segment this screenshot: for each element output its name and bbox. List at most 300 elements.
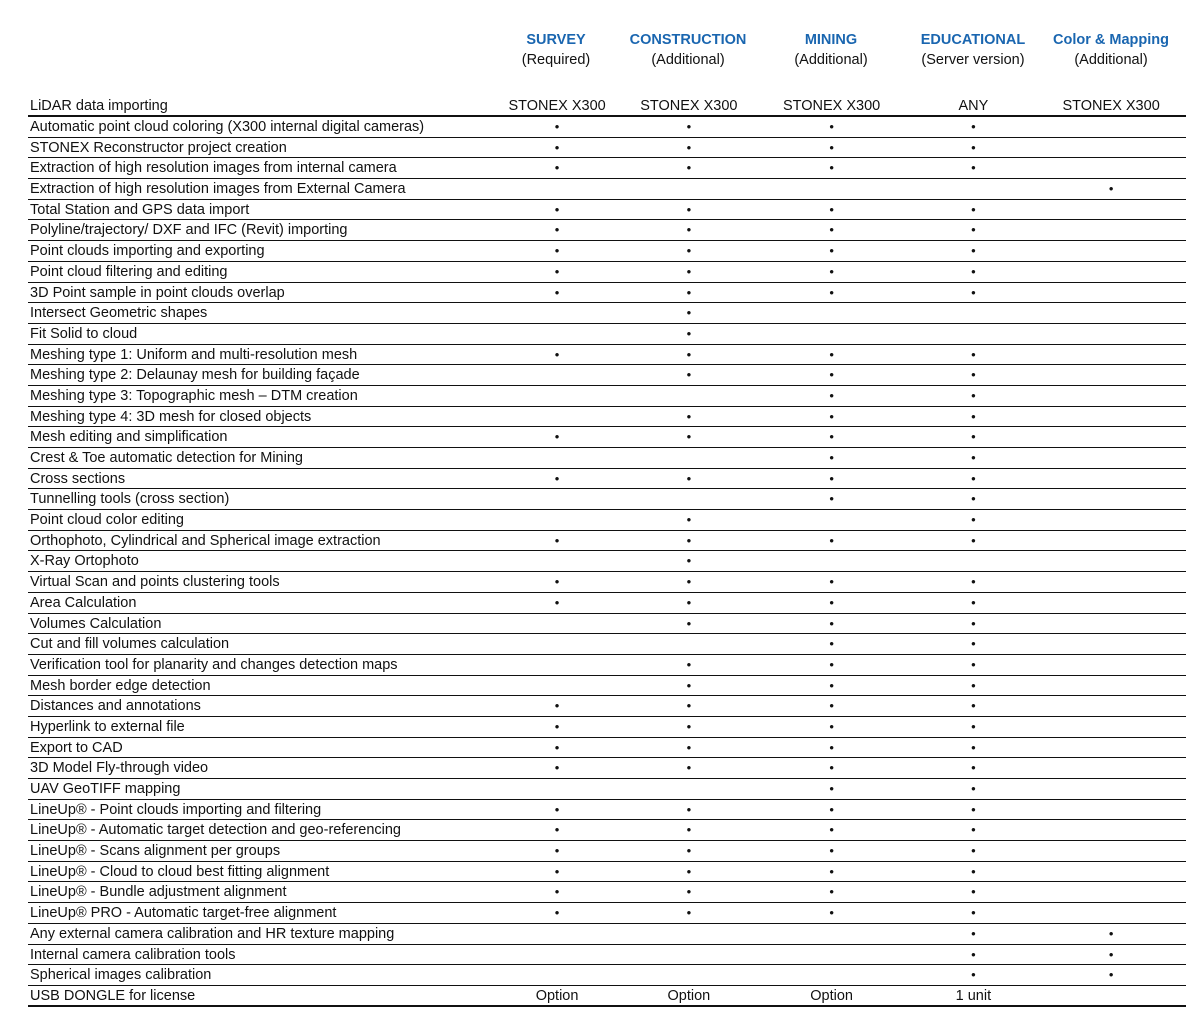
empty-cell: [489, 303, 625, 323]
empty-cell: [753, 303, 911, 323]
bullet-mark: •: [971, 843, 976, 859]
empty-cell: [1036, 489, 1186, 509]
bullet-mark: •: [829, 243, 834, 259]
empty-cell: [1036, 220, 1186, 240]
empty-cell: [489, 614, 625, 634]
bullet-mark: •: [971, 698, 976, 714]
table-header: [28, 30, 1186, 96]
row-label: Mesh editing and simplification: [30, 429, 228, 446]
bullet-mark: •: [971, 574, 976, 590]
bullet-mark: •: [686, 512, 692, 528]
table-row: [28, 820, 1186, 841]
bullet-mark: •: [686, 470, 692, 486]
empty-cell: [1036, 386, 1186, 406]
bullet-mark: •: [686, 656, 692, 672]
bullet-mark: •: [554, 822, 560, 838]
table-row: [28, 800, 1186, 821]
empty-cell: [1036, 634, 1186, 654]
empty-cell: [489, 676, 625, 696]
bullet-mark: •: [971, 863, 976, 879]
bullet-mark: •: [971, 387, 976, 403]
cell-value: Option: [810, 987, 853, 1004]
empty-cell: [489, 924, 625, 944]
empty-cell: [1036, 862, 1186, 882]
feature-rows: [28, 117, 1186, 986]
bullet-mark: •: [971, 201, 976, 217]
cell-value: STONEX X300: [782, 98, 881, 114]
table-row: [28, 179, 1186, 200]
bullet-mark: •: [686, 843, 692, 859]
table-row: [28, 965, 1186, 986]
bullet-mark: •: [686, 698, 692, 714]
bullet-mark: •: [829, 139, 834, 155]
bullet-mark: •: [829, 367, 834, 383]
bullet-mark: •: [971, 946, 976, 962]
empty-cell: [489, 365, 625, 385]
table-row: [28, 696, 1186, 717]
bullet-mark: •: [686, 884, 692, 900]
table-row: [28, 717, 1186, 738]
row-label: Extraction of high resolution images from internal camera: [30, 160, 397, 177]
bullet-mark: •: [971, 263, 976, 279]
bullet-mark: •: [554, 429, 560, 445]
bullet-mark: •: [829, 884, 834, 900]
row-label: Volumes Calculation: [30, 615, 162, 632]
empty-cell: [625, 448, 753, 468]
column-header-construction: CONSTRUCTION (Additional): [629, 32, 747, 68]
bullet-mark: •: [971, 801, 976, 817]
cell-value: STONEX X300: [1062, 98, 1160, 114]
table-row: [28, 448, 1186, 469]
empty-cell: [753, 924, 911, 944]
bullet-mark: •: [686, 367, 692, 383]
row-label: Orthophoto, Cylindrical and Spherical image extraction: [30, 532, 381, 549]
empty-cell: [1036, 696, 1186, 716]
bullet-mark: •: [554, 532, 560, 548]
empty-cell: [910, 303, 1036, 323]
empty-cell: [1036, 841, 1186, 861]
empty-cell: [1036, 531, 1186, 551]
bullet-mark: •: [554, 905, 560, 921]
bullet-mark: •: [686, 346, 692, 362]
bullet-mark: •: [829, 594, 834, 610]
table-row: [28, 262, 1186, 283]
row-label: LineUp® - Cloud to cloud best fitting alignment: [30, 863, 330, 880]
empty-cell: [753, 179, 911, 199]
bullet-mark: •: [829, 387, 834, 403]
empty-cell: [1036, 345, 1186, 365]
bullet-mark: •: [829, 222, 834, 238]
bullet-mark: •: [554, 574, 560, 590]
bullet-mark: •: [686, 863, 692, 879]
empty-cell: [1036, 324, 1186, 344]
bullet-mark: •: [554, 718, 560, 734]
column-header-mining: MINING (Additional): [794, 32, 868, 68]
table-row: [28, 158, 1186, 179]
bullet-mark: •: [554, 594, 560, 610]
row-label: Area Calculation: [30, 594, 137, 611]
row-label: Internal camera calibration tools: [30, 946, 236, 963]
empty-cell: [753, 945, 911, 965]
bullet-mark: •: [971, 222, 976, 238]
bullet-mark: •: [686, 801, 692, 817]
bullet-mark: •: [686, 532, 692, 548]
table-row: [28, 882, 1186, 903]
bullet-mark: •: [971, 346, 976, 362]
table-row: [28, 427, 1186, 448]
empty-cell: [489, 407, 625, 427]
row-label: Extraction of high resolution images from External Camera: [30, 181, 406, 198]
table-row: [28, 386, 1186, 407]
bullet-mark: •: [686, 119, 692, 134]
row-label: Point cloud filtering and editing: [30, 263, 228, 280]
empty-cell: [753, 551, 911, 571]
cell-value: [1036, 986, 1186, 1005]
bullet-mark: •: [971, 884, 976, 900]
row-label: LineUp® - Scans alignment per groups: [30, 843, 281, 860]
empty-cell: [910, 179, 1036, 199]
bullet-mark: •: [686, 615, 692, 631]
bullet-mark: •: [686, 594, 692, 610]
bullet-mark: •: [554, 222, 560, 238]
empty-cell: [489, 655, 625, 675]
bullet-mark: •: [829, 532, 834, 548]
table-row: [28, 614, 1186, 635]
cell-value: STONEX X300: [508, 98, 606, 114]
bullet-mark: •: [971, 760, 976, 776]
bullet-mark: •: [971, 594, 976, 610]
empty-cell: [1036, 200, 1186, 220]
bullet-mark: •: [554, 739, 560, 755]
row-label: 3D Point sample in point clouds overlap: [30, 284, 285, 301]
bullet-mark: •: [1108, 925, 1114, 941]
empty-cell: [489, 551, 625, 571]
empty-cell: [1036, 407, 1186, 427]
bullet-mark: •: [686, 760, 692, 776]
bullet-mark: •: [686, 429, 692, 445]
bullet-mark: •: [829, 863, 834, 879]
table-row: [28, 220, 1186, 241]
empty-cell: [625, 386, 753, 406]
table-row: [28, 572, 1186, 593]
bullet-mark: •: [686, 201, 692, 217]
row-label: Polyline/trajectory/ DXF and IFC (Revit) importing: [30, 222, 348, 239]
bullet-mark: •: [686, 325, 692, 341]
bullet-mark: •: [829, 119, 834, 134]
row-label: Spherical images calibration: [30, 967, 212, 984]
row-label: LineUp® - Point clouds importing and filtering: [30, 801, 322, 818]
empty-cell: [910, 551, 1036, 571]
column-header-educational: EDUCATIONAL (Server version): [920, 32, 1026, 68]
bullet-mark: •: [829, 636, 834, 652]
bullet-mark: •: [686, 284, 692, 300]
empty-cell: [625, 965, 753, 985]
cell-value: Option: [667, 987, 711, 1004]
empty-cell: [1036, 758, 1186, 778]
bullet-mark: •: [971, 119, 976, 134]
empty-cell: [1036, 717, 1186, 737]
empty-cell: [489, 945, 625, 965]
row-label: Meshing type 3: Topographic mesh – DTM creation: [30, 387, 358, 404]
bullet-mark: •: [971, 160, 976, 176]
empty-cell: [1036, 365, 1186, 385]
row-label: Cross sections: [30, 470, 126, 487]
row-label: Verification tool for planarity and changes detection maps: [30, 656, 398, 673]
bullet-mark: •: [971, 925, 976, 941]
table-row: [28, 489, 1186, 510]
bullet-mark: •: [686, 553, 692, 569]
table-row: [28, 324, 1186, 345]
bullet-mark: •: [686, 222, 692, 238]
empty-cell: [1036, 882, 1186, 902]
empty-cell: [1036, 262, 1186, 282]
bullet-mark: •: [829, 905, 834, 921]
row-label: LiDAR data importing: [30, 98, 168, 114]
bullet-mark: •: [971, 470, 976, 486]
column-header-survey: SURVEY (Required): [521, 32, 591, 68]
bullet-mark: •: [971, 656, 976, 672]
bullet-mark: •: [971, 532, 976, 548]
row-label: Hyperlink to external file: [30, 718, 185, 735]
table-row: [28, 758, 1186, 779]
table-row: [28, 945, 1186, 966]
bullet-mark: •: [971, 408, 976, 424]
bullet-mark: •: [686, 305, 692, 321]
empty-cell: [910, 324, 1036, 344]
table-row: [28, 200, 1186, 221]
bullet-mark: •: [686, 160, 692, 176]
row-label: Crest & Toe automatic detection for Mining: [30, 450, 303, 466]
bullet-mark: •: [554, 139, 560, 155]
row-label: Any external camera calibration and HR texture mapping: [30, 925, 395, 942]
row-label: LineUp® - Automatic target detection and geo-referencing: [30, 822, 401, 839]
bullet-mark: •: [686, 822, 692, 838]
table-row: [28, 469, 1186, 490]
table-row: [28, 283, 1186, 304]
row-label: X-Ray Ortophoto: [30, 553, 139, 570]
table-row: [28, 365, 1186, 386]
empty-cell: [625, 945, 753, 965]
empty-cell: [1036, 241, 1186, 261]
table-row: [28, 531, 1186, 552]
bullet-mark: •: [554, 346, 560, 362]
bullet-mark: •: [686, 408, 692, 424]
bullet-mark: •: [829, 677, 834, 693]
bullet-mark: •: [829, 346, 834, 362]
bullet-mark: •: [554, 863, 560, 879]
empty-cell: [753, 965, 911, 985]
bullet-mark: •: [971, 367, 976, 383]
bullet-mark: •: [686, 677, 692, 693]
row-label: Mesh border edge detection: [30, 677, 211, 694]
bullet-mark: •: [829, 615, 834, 631]
bullet-mark: •: [554, 760, 560, 776]
row-label: Meshing type 2: Delaunay mesh for building façade: [30, 367, 360, 384]
empty-cell: [1036, 903, 1186, 923]
empty-cell: [489, 779, 625, 799]
bullet-mark: •: [971, 429, 976, 445]
bullet-mark: •: [686, 263, 692, 279]
empty-cell: [489, 489, 625, 509]
row-label: Export to CAD: [30, 739, 123, 756]
bullet-mark: •: [829, 698, 834, 714]
row-label: Distances and annotations: [30, 698, 201, 715]
bullet-mark: •: [554, 263, 560, 279]
bullet-mark: •: [971, 512, 976, 528]
bullet-mark: •: [829, 284, 834, 300]
empty-cell: [1036, 593, 1186, 613]
empty-cell: [1036, 738, 1186, 758]
empty-cell: [1036, 138, 1186, 158]
bullet-mark: •: [971, 284, 976, 300]
empty-cell: [1036, 117, 1186, 137]
bullet-mark: •: [971, 243, 976, 259]
empty-cell: [489, 965, 625, 985]
row-label: Cut and fill volumes calculation: [30, 636, 230, 653]
empty-cell: [1036, 283, 1186, 303]
row-label: Point cloud color editing: [30, 512, 184, 529]
table-row: [28, 779, 1186, 800]
empty-cell: [1036, 427, 1186, 447]
bullet-mark: •: [686, 905, 692, 921]
bullet-mark: •: [829, 718, 834, 734]
bullet-mark: •: [971, 967, 976, 983]
row-label: UAV GeoTIFF mapping: [30, 781, 181, 797]
bullet-mark: •: [971, 677, 976, 693]
bullet-mark: •: [554, 119, 560, 134]
bullet-mark: •: [686, 243, 692, 259]
bullet-mark: •: [554, 284, 560, 300]
row-label: LineUp® PRO - Automatic target-free alignment: [30, 905, 337, 922]
cell-value: STONEX X300: [640, 98, 738, 114]
bullet-mark: •: [554, 801, 560, 817]
empty-cell: [1036, 510, 1186, 530]
bullet-mark: •: [1108, 181, 1114, 197]
bullet-mark: •: [1108, 967, 1114, 983]
bullet-mark: •: [829, 656, 834, 672]
bullet-mark: •: [971, 822, 976, 838]
cell-value: Option: [535, 987, 579, 1004]
bullet-mark: •: [829, 843, 834, 859]
bullet-mark: •: [829, 429, 834, 445]
row-label: Fit Solid to cloud: [30, 325, 138, 342]
table-row: [28, 738, 1186, 759]
row-label: Intersect Geometric shapes: [30, 305, 208, 322]
lidar-importing-row: [28, 96, 1186, 117]
bullet-mark: •: [686, 139, 692, 155]
bullet-mark: •: [971, 718, 976, 734]
bullet-mark: •: [829, 801, 834, 817]
table-row: [28, 117, 1186, 138]
empty-cell: [1036, 779, 1186, 799]
table-row: [28, 903, 1186, 924]
row-label: Meshing type 1: Uniform and multi-resolution mesh: [30, 346, 358, 363]
bullet-mark: •: [971, 905, 976, 921]
bullet-mark: •: [971, 450, 976, 465]
row-label: Tunnelling tools (cross section): [30, 491, 230, 508]
empty-cell: [1036, 655, 1186, 675]
empty-cell: [1036, 572, 1186, 592]
feature-comparison-table: [28, 30, 1186, 1007]
bullet-mark: •: [686, 574, 692, 590]
table-row: [28, 407, 1186, 428]
empty-cell: [753, 324, 911, 344]
empty-cell: [489, 510, 625, 530]
bullet-mark: •: [829, 822, 834, 838]
bullet-mark: •: [829, 470, 834, 486]
empty-cell: [753, 510, 911, 530]
table-row: [28, 634, 1186, 655]
bullet-mark: •: [971, 491, 976, 507]
row-label: USB DONGLE for license: [30, 987, 196, 1004]
bullet-mark: •: [554, 884, 560, 900]
empty-cell: [1036, 614, 1186, 634]
row-label: Meshing type 4: 3D mesh for closed objects: [30, 408, 312, 425]
table-row: [28, 345, 1186, 366]
table-row: [28, 510, 1186, 531]
empty-cell: [625, 179, 753, 199]
usb-dongle-row: [28, 986, 1186, 1007]
empty-cell: [1036, 800, 1186, 820]
empty-cell: [489, 179, 625, 199]
bullet-mark: •: [829, 574, 834, 590]
bullet-mark: •: [971, 636, 976, 652]
row-label: STONEX Reconstructor project creation: [30, 139, 287, 156]
bullet-mark: •: [554, 201, 560, 217]
bullet-mark: •: [829, 450, 834, 465]
bullet-mark: •: [554, 698, 560, 714]
table-row: [28, 303, 1186, 324]
bullet-mark: •: [829, 160, 834, 176]
bullet-mark: •: [686, 739, 692, 755]
table-row: [28, 924, 1186, 945]
empty-cell: [625, 634, 753, 654]
empty-cell: [1036, 303, 1186, 323]
bullet-mark: •: [829, 491, 834, 507]
empty-cell: [625, 924, 753, 944]
row-label: Total Station and GPS data import: [30, 201, 250, 218]
bullet-mark: •: [971, 139, 976, 155]
bullet-mark: •: [971, 739, 976, 755]
empty-cell: [1036, 676, 1186, 696]
bullet-mark: •: [829, 781, 834, 796]
bullet-mark: •: [554, 160, 560, 176]
bullet-mark: •: [1108, 946, 1114, 962]
row-label: 3D Model Fly-through video: [30, 760, 209, 777]
empty-cell: [489, 634, 625, 654]
column-header-color-mapping: Color & Mapping (Additional): [1053, 32, 1169, 68]
bullet-mark: •: [554, 470, 560, 486]
table-row: [28, 676, 1186, 697]
empty-cell: [625, 489, 753, 509]
cell-value: 1 unit: [955, 987, 992, 1004]
row-label: Automatic point cloud coloring (X300 internal digital cameras): [30, 119, 425, 135]
table-row: [28, 655, 1186, 676]
bullet-mark: •: [971, 615, 976, 631]
empty-cell: [1036, 551, 1186, 571]
bullet-mark: •: [829, 201, 834, 217]
empty-cell: [489, 386, 625, 406]
empty-cell: [625, 779, 753, 799]
bullet-mark: •: [686, 718, 692, 734]
row-label: Point clouds importing and exporting: [30, 243, 265, 260]
bullet-mark: •: [829, 760, 834, 776]
row-label: Virtual Scan and points clustering tools: [30, 574, 280, 591]
bullet-mark: •: [829, 263, 834, 279]
table-row: [28, 138, 1186, 159]
row-label: LineUp® - Bundle adjustment alignment: [30, 884, 287, 901]
table-row: [28, 593, 1186, 614]
